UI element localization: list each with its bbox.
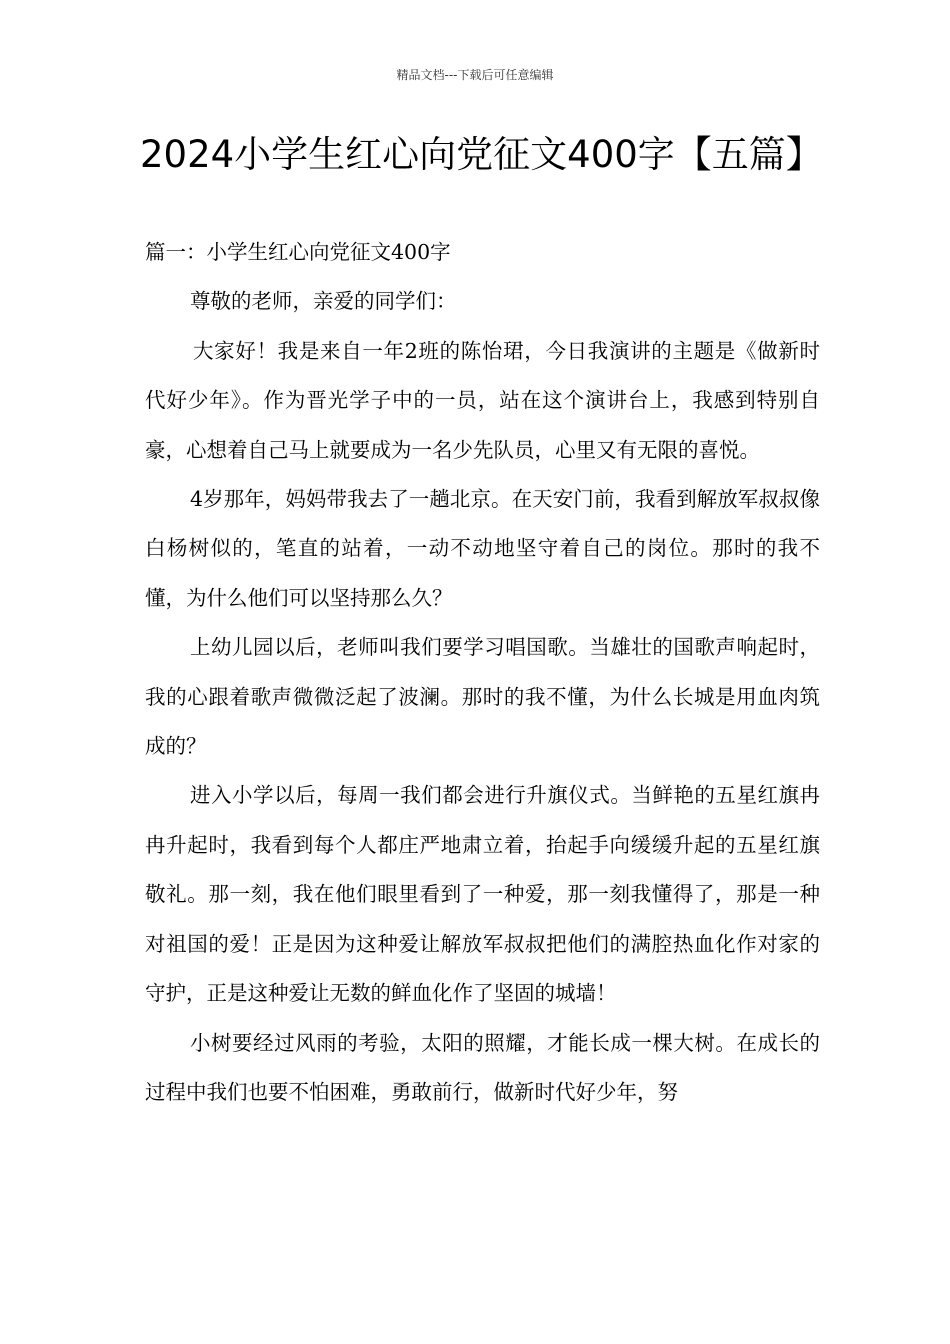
paragraph: 大家好！我是来自一年2班的陈怡珺，今日我演讲的主题是《做新时代好少年》。作为晋光学子中的一员，站在这个演讲台上，我感到特别自豪，心想着自己马上就要成为一名少先队员，心里又有无限的喜悦。: [145, 338, 820, 462]
document-body: [145, 228, 820, 1117]
document-title: 2024小学生红心向党征文400字【五篇】: [140, 133, 823, 176]
section-heading: 篇一：小学生红心向党征文400字: [145, 240, 451, 264]
greeting: 尊敬的老师，亲爱的同学们：: [190, 289, 457, 314]
paragraph: 4岁那年，妈妈带我去了一趟北京。在天安门前，我看到解放军叔叔像白杨树似的，笔直的站着，一动不动地坚守着自己的岗位。那时的我不懂，为什么他们可以坚持那么久？: [145, 487, 820, 610]
paragraph: 上幼儿园以后，老师叫我们要学习唱国歌。当雄壮的国歌声响起时，我的心跟着歌声微微泛起了波澜。那时的我不懂，为什么长城是用血肉筑成的？: [145, 635, 820, 759]
page-header: 精品文档---下载后可任意编辑: [396, 68, 554, 82]
paragraph: 进入小学以后，每周一我们都会进行升旗仪式。当鲜艳的五星红旗冉冉升起时，我看到每个人都庄严地肃立着，抬起手向缓缓升起的五星红旗敬礼。那一刻，我在他们眼里看到了一种爱，那一刻我懂得了，那是一种对祖国的爱！正是因为这种爱让解放军叔叔把他们的满腔热血化作对家的守护，正是这种爱让无数的鲜血化作了坚固的城墙！: [145, 783, 820, 1006]
paragraph: 小树要经过风雨的考验，太阳的照耀，才能长成一棵大树。在成长的过程中我们也要不怕困难，勇敢前行，做新时代好少年，努: [145, 1030, 820, 1104]
